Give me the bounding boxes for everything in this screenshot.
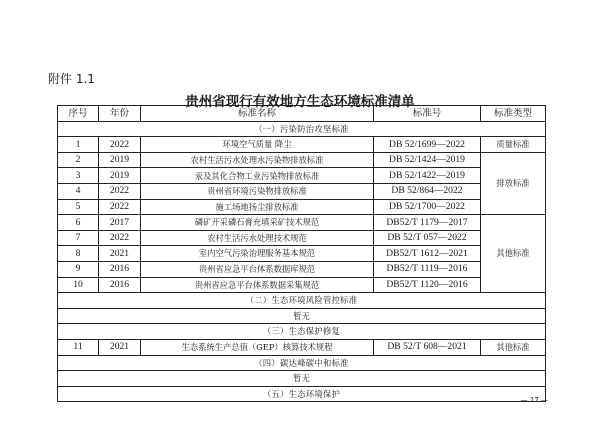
table-row <box>58 230 546 246</box>
cell-type: 其他标准 <box>481 339 546 355</box>
column-header-year: 年份 <box>99 106 141 122</box>
cell-year: 2019 <box>99 152 141 168</box>
cell-year: 2019 <box>99 168 141 184</box>
table-row <box>58 137 546 153</box>
cell-code: DB 52/1699—2022 <box>374 137 481 153</box>
cell-no: 8 <box>58 246 99 262</box>
cell-name: 农村生活污水处理水污染物排放标准 <box>141 152 374 168</box>
cell-no: 3 <box>58 168 99 184</box>
cell-name: 室内空气污染治理服务基本规范 <box>141 246 374 262</box>
table-row <box>58 277 546 293</box>
cell-code: DB52/T 1612—2021 <box>374 246 481 262</box>
standards-table <box>57 105 546 402</box>
section-heading-row <box>58 355 546 371</box>
document-title: 贵州省现行有效地方生态环境标准清单 <box>185 94 415 110</box>
section-heading: （三）生态保护修复 <box>58 324 546 340</box>
cell-no: 9 <box>58 261 99 277</box>
section-heading: （一）污染防治攻坚标准 <box>58 121 546 137</box>
cell-no: 5 <box>58 199 99 215</box>
cell-name: 磷矿开采磷石膏充填采矿技术规范 <box>141 215 374 231</box>
section-heading-row <box>58 293 546 309</box>
table-row <box>58 152 546 168</box>
table-row <box>58 246 546 262</box>
section-heading: （四）碳达峰碳中和标准 <box>58 355 546 371</box>
cell-code: DB52/T 1120—2016 <box>374 277 481 293</box>
cell-year: 2021 <box>99 339 141 355</box>
table-header-row <box>58 106 546 122</box>
table-row <box>58 199 546 215</box>
section-heading: （二）生态环境风险管控标准 <box>58 293 546 309</box>
cell-name: 生态系统生产总值（GEP）核算技术规程 <box>141 339 374 355</box>
section-heading-row <box>58 121 546 137</box>
none-text: 暂无 <box>58 371 546 387</box>
cell-type: 其他标准 <box>481 215 546 293</box>
cell-year: 2022 <box>99 137 141 153</box>
attachment-label: 附件 1.1 <box>48 72 95 86</box>
cell-no: 4 <box>58 183 99 199</box>
cell-year: 2016 <box>99 277 141 293</box>
none-text: 暂无 <box>58 308 546 324</box>
cell-name: 汞及其化合物工业污染物排放标准 <box>141 168 374 184</box>
cell-name: 贵州省应急平台体系数据库规范 <box>141 261 374 277</box>
table-row <box>58 215 546 231</box>
cell-code: DB52/T 1179—2017 <box>374 215 481 231</box>
cell-code: DB 52/1424—2019 <box>374 152 481 168</box>
cell-code: DB 52/T 608—2021 <box>374 339 481 355</box>
table-row <box>58 339 546 355</box>
column-header-code: 标准号 <box>374 106 481 122</box>
page-number: — 17 — <box>520 396 548 404</box>
cell-year: 2022 <box>99 230 141 246</box>
column-header-no: 序号 <box>58 106 99 122</box>
cell-name: 施工场地扬尘排放标准 <box>141 199 374 215</box>
cell-no: 10 <box>58 277 99 293</box>
column-header-name: 标准名称 <box>141 106 374 122</box>
cell-code: DB 52/1700—2022 <box>374 199 481 215</box>
table-row <box>58 183 546 199</box>
none-row <box>58 371 546 387</box>
cell-no: 2 <box>58 152 99 168</box>
cell-no: 11 <box>58 339 99 355</box>
cell-code: DB 52/864—2022 <box>374 183 481 199</box>
cell-no: 1 <box>58 137 99 153</box>
cell-no: 7 <box>58 230 99 246</box>
cell-code: DB 52/1422—2019 <box>374 168 481 184</box>
cell-year: 2016 <box>99 261 141 277</box>
cell-name: 环境空气质量 降尘 <box>141 137 374 153</box>
cell-year: 2022 <box>99 183 141 199</box>
table-row <box>58 168 546 184</box>
none-row <box>58 308 546 324</box>
cell-type: 质量标准 <box>481 137 546 153</box>
cell-year: 2022 <box>99 199 141 215</box>
cell-name: 贵州省应急平台体系数据采集规范 <box>141 277 374 293</box>
cell-type: 排放标准 <box>481 152 546 214</box>
section-heading-row <box>58 386 546 402</box>
cell-no: 6 <box>58 215 99 231</box>
cell-code: DB52/T 1119—2016 <box>374 261 481 277</box>
section-heading: （五）生态环境保护 <box>58 386 546 402</box>
cell-code: DB 52/T 057—2022 <box>374 230 481 246</box>
table-row <box>58 261 546 277</box>
cell-name: 贵州省环境污染物排放标准 <box>141 183 374 199</box>
cell-year: 2017 <box>99 215 141 231</box>
cell-year: 2021 <box>99 246 141 262</box>
section-heading-row <box>58 324 546 340</box>
column-header-type: 标准类型 <box>481 106 546 122</box>
cell-name: 农村生活污水处理技术规范 <box>141 230 374 246</box>
